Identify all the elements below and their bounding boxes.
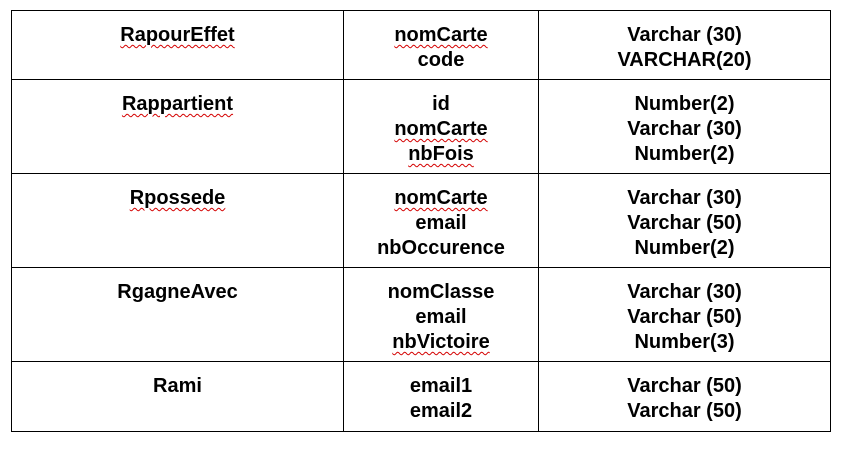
attribute-type: Varchar (30) (627, 281, 742, 303)
types-cell (539, 11, 831, 80)
attribute-name: nomCarte (394, 24, 488, 46)
types-cell (539, 174, 831, 268)
attribute-type: Varchar (50) (627, 212, 742, 234)
attribute-name: nomClasse (387, 281, 495, 303)
attribute-name: nbFois (408, 143, 474, 165)
table-row (12, 11, 831, 80)
attribute-name: code (417, 49, 465, 71)
attribute-name: email2 (409, 400, 473, 422)
attributes-cell (344, 362, 539, 432)
table-row (12, 174, 831, 268)
types-cell (539, 268, 831, 362)
attributes-cell (344, 80, 539, 174)
attribute-name: email (415, 306, 467, 328)
attributes-cell (344, 11, 539, 80)
attribute-type: Number(2) (634, 237, 735, 259)
table-row (12, 362, 831, 432)
relation-name-cell (12, 80, 344, 174)
attribute-name: nbOccurence (377, 237, 505, 259)
attributes-cell (344, 174, 539, 268)
relation-name: RapourEffet (120, 24, 235, 46)
relation-name: Rappartient (121, 93, 234, 115)
attribute-name: email (415, 212, 467, 234)
attribute-type: Varchar (30) (627, 118, 742, 140)
attribute-type: Number(2) (634, 93, 735, 115)
relation-name-cell (12, 362, 344, 432)
attribute-type: Varchar (50) (627, 400, 742, 422)
attribute-name: email1 (409, 375, 473, 397)
relation-name: RgagneAvec (117, 281, 238, 303)
attribute-name: nomCarte (394, 118, 488, 140)
table-row (12, 268, 831, 362)
attribute-type: Varchar (50) (627, 306, 742, 328)
attributes-cell (344, 268, 539, 362)
relation-name-cell (12, 174, 344, 268)
types-cell (539, 362, 831, 432)
relation-name-cell (12, 11, 344, 80)
attribute-type: Varchar (30) (627, 24, 742, 46)
relation-name: Rpossede (129, 187, 226, 209)
relations-table (11, 10, 831, 432)
relation-name: Rami (153, 375, 202, 397)
attribute-name: nbVictoire (392, 331, 490, 353)
attribute-name: id (432, 93, 450, 115)
table-row (12, 80, 831, 174)
attribute-type: Number(3) (634, 331, 735, 353)
attribute-type: Varchar (30) (627, 187, 742, 209)
attribute-type: VARCHAR(20) (617, 49, 752, 71)
types-cell (539, 80, 831, 174)
attribute-name: nomCarte (394, 187, 488, 209)
attribute-type: Varchar (50) (627, 375, 742, 397)
attribute-type: Number(2) (634, 143, 735, 165)
relation-name-cell (12, 268, 344, 362)
